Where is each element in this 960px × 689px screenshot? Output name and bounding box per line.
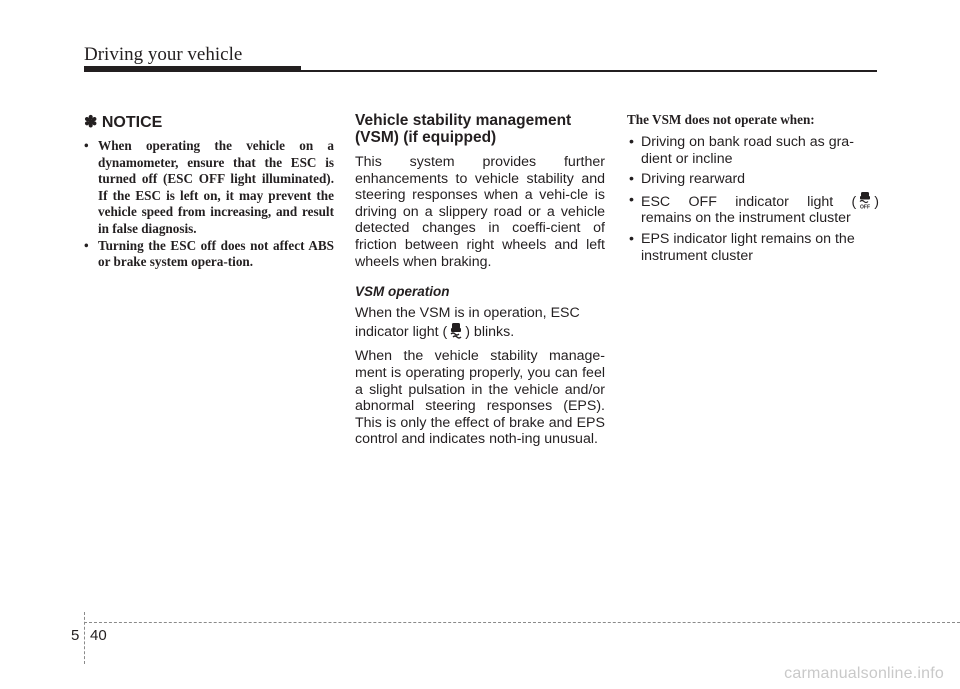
vsm-operation-heading: VSM operation: [355, 284, 450, 300]
esc-off-indicator-icon: [858, 192, 872, 209]
list-item: • EPS indicator light remains on the instrument cluster: [629, 230, 855, 264]
vsm-intro: This system provides further enhancements to vehicle stability and steering responses when a vehi-cle is driving on a slippery road or a vehicle detected changes in coeffi-cient of friction between right wheels and left wheels when braking.: [355, 154, 605, 270]
footer-rule: [84, 622, 960, 623]
list-item: • Driving on bank road such as gra-dient or incline: [629, 134, 854, 167]
vsm-column: [355, 112, 605, 456]
list-item: • Driving rearward: [629, 171, 746, 188]
header-rule-thin: [301, 70, 877, 72]
bullet: •: [629, 171, 634, 188]
notice-title: ✽ NOTICE: [84, 114, 163, 131]
svg-text:OFF: OFF: [860, 204, 871, 209]
vsm-title: Vehicle stability management (VSM) (if equipped): [355, 112, 572, 146]
vsm-operation-para1: When the VSM is in operation, ESC indicator light ( ) blinks.: [355, 305, 580, 340]
notice-item: • When operating the vehicle on a dynamometer, ensure that the ESC is turned off (ESC OFF light illuminated). If the ESC is left on, it may prevent the vehicle speed from increasing, and result in false diagnosis.: [84, 138, 334, 236]
notice-list: [84, 138, 334, 271]
bullet: •: [629, 230, 634, 247]
notice-item: • Turning the ESC off does not affect ABS or brake system opera-tion.: [84, 237, 334, 270]
bullet: •: [84, 237, 89, 253]
not-operate-heading: The VSM does not operate when:: [627, 112, 815, 127]
header-rule-thick: [84, 66, 301, 72]
notice-column: [84, 112, 334, 271]
watermark: carmanualsonline.info: [784, 665, 944, 682]
bullet: •: [629, 134, 634, 150]
bullet: •: [629, 191, 634, 208]
chapter-number: 5: [71, 627, 80, 644]
not-operate-list: [627, 134, 879, 264]
esc-indicator-icon: [449, 322, 463, 339]
list-item: • ESC OFF indicator light ( OFF ) remains on the instrument cluster: [629, 191, 879, 227]
not-operate-column: [627, 112, 879, 268]
bullet: •: [84, 138, 89, 153]
vsm-operation-para2: When the vehicle stability manage-ment is operating properly, you can feel a slight pulsation in the vehicle and/or abnormal steering responses (EPS). This is only the effect of brake and EPS control and indicates noth-ing unusual.: [355, 348, 605, 448]
page-number: 40: [90, 627, 107, 644]
page-header-title: Driving your vehicle: [84, 44, 243, 65]
footer-divider: [84, 612, 85, 664]
